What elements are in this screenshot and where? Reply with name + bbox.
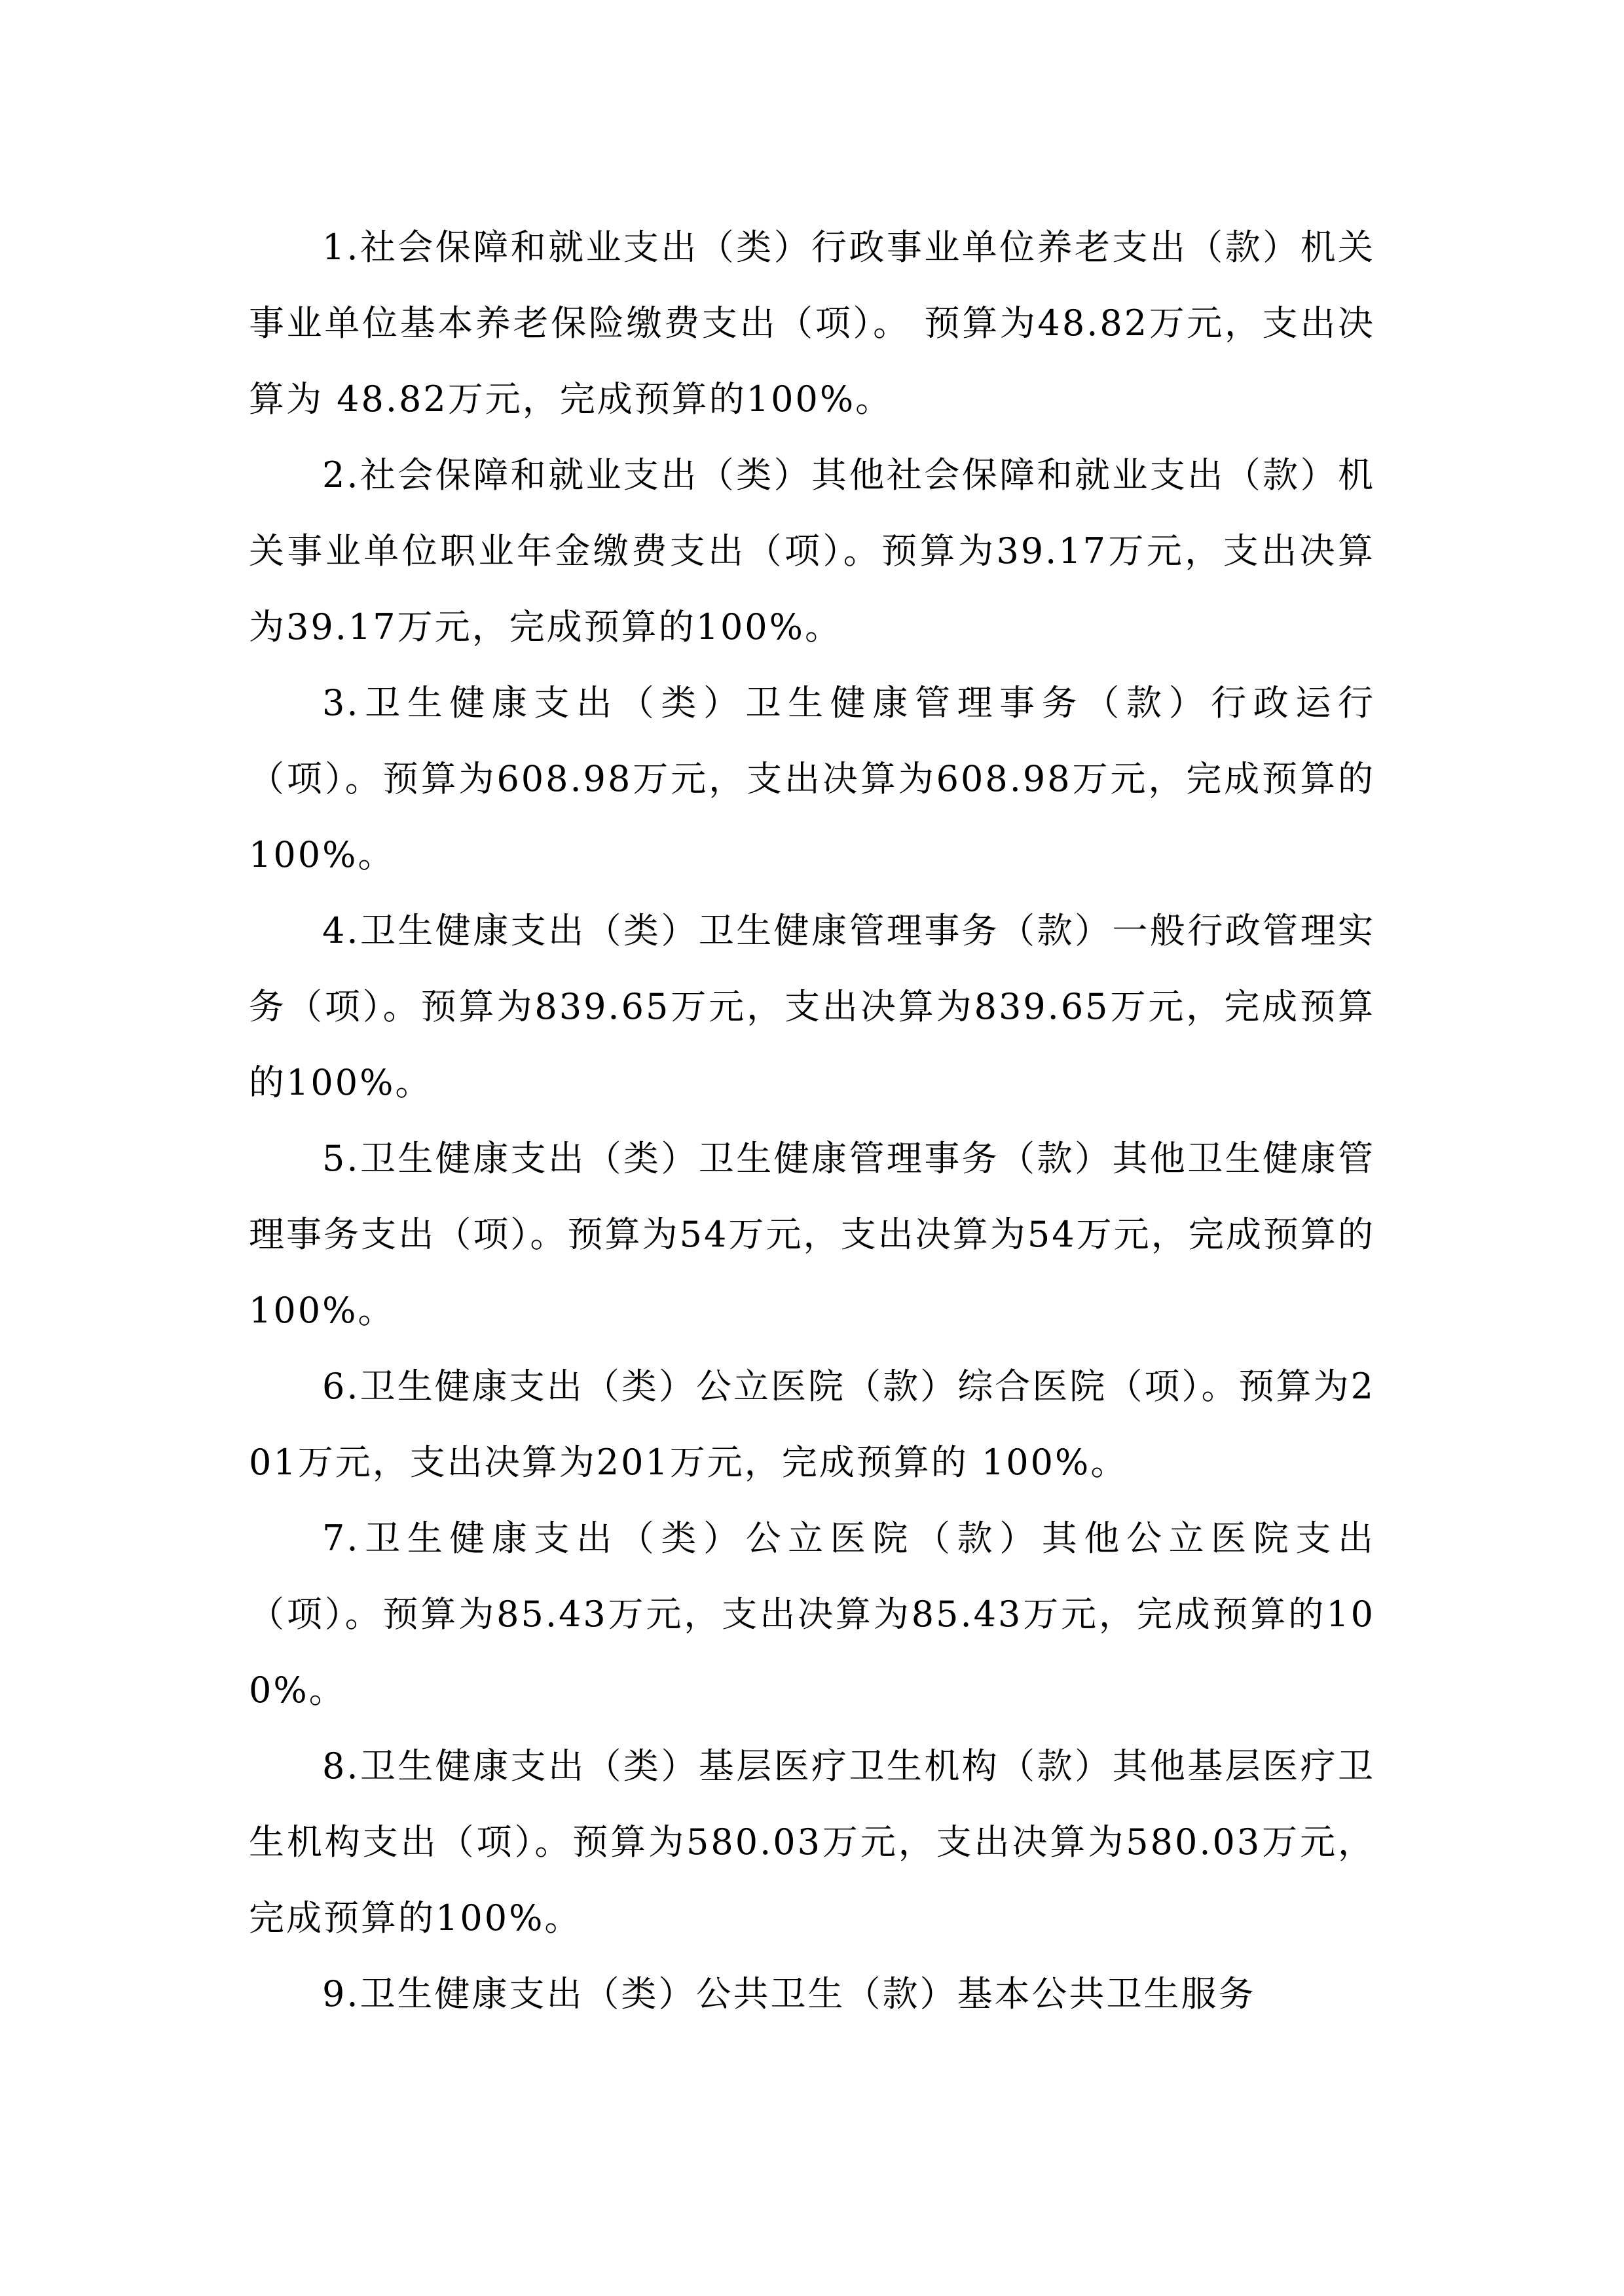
paragraph-4: 4.卫生健康支出（类）卫生健康管理事务（款）一般行政管理实务（项）。预算为839.65万元，支出决算为839.65万元，完成预算的100%。	[249, 910, 1375, 1103]
paragraph-9: 9.卫生健康支出（类）公共卫生（款）基本公共卫生服务	[322, 1973, 1256, 2014]
paragraph-5: 5.卫生健康支出（类）卫生健康管理事务（款）其他卫生健康管理事务支出（项）。预算为54万元，支出决算为54万元，完成预算的100%。	[249, 1138, 1375, 1331]
paragraph-8: 8.卫生健康支出（类）基层医疗卫生机构（款）其他基层医疗卫生机构支出（项）。预算为580.03万元，支出决算为580.03万元，完成预算的100%。	[249, 1745, 1375, 1939]
paragraph-7: 7.卫生健康支出（类）公立医院（款）其他公立医院支出（项）。预算为85.43万元，支出决算为85.43万元，完成预算的100%。	[249, 1518, 1375, 1711]
document-body	[249, 210, 1375, 2032]
paragraph-3: 3.卫生健康支出（类）卫生健康管理事务（款）行政运行（项）。预算为608.98万元，支出决算为608.98万元，完成预算的100%。	[249, 682, 1375, 875]
paragraph-6: 6.卫生健康支出（类）公立医院（款）综合医院（项）。预算为201万元，支出决算为201万元，完成预算的 100%。	[249, 1366, 1375, 1483]
paragraph-1: 1.社会保障和就业支出（类）行政事业单位养老支出（款）机关事业单位基本养老保险缴费支出（项）。 预算为48.82万元，支出决算为 48.82万元，完成预算的100%。	[249, 227, 1375, 420]
paragraph-2: 2.社会保障和就业支出（类）其他社会保障和就业支出（款）机关事业单位职业年金缴费支出（项）。预算为39.17万元，支出决算为39.17万元，完成预算的100%。	[249, 454, 1375, 647]
